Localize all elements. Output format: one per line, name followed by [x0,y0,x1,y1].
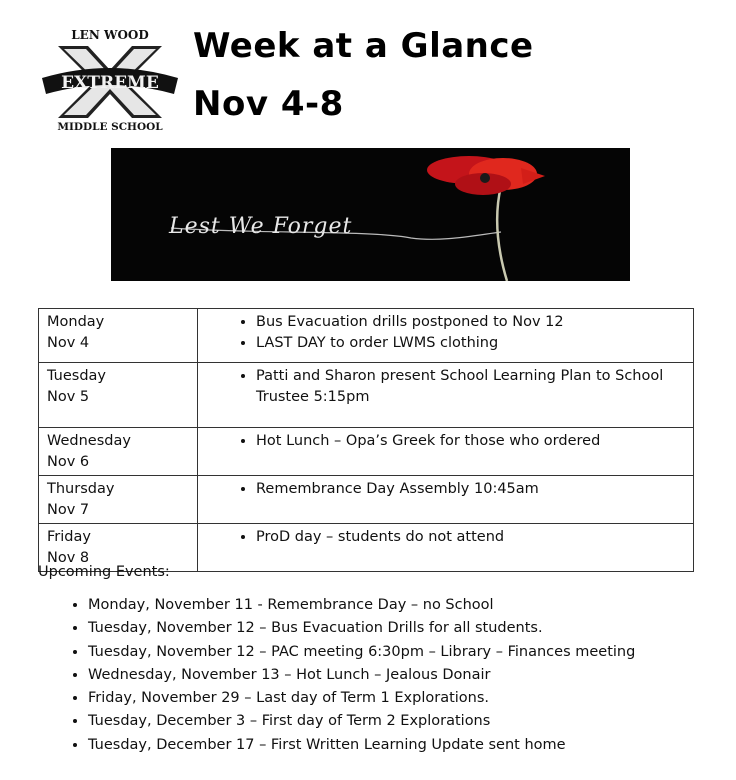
date-range: Nov 4-8 [193,84,344,124]
upcoming-events-list [38,594,635,757]
list-item: • Tuesday, November 12 – PAC meeting 6:30pm – Library – Finances meeting [88,641,635,664]
events-cell [198,476,694,524]
list-item: • Friday, November 29 – Last day of Term 1 Explorations. [88,687,635,710]
list-item: • LAST DAY to order LWMS clothing [256,333,685,354]
logo-bottom-text: MIDDLE SCHOOL [57,121,163,132]
school-logo [40,28,180,132]
list-item: • Monday, November 11 - Remembrance Day – no School [88,594,635,617]
day-cell: Thursday Nov 7 [39,476,198,524]
list-item: • Patti and Sharon present School Learning Plan to School Trustee 5:15pm [256,366,685,408]
remembrance-banner [111,148,630,281]
page-title: Week at a Glance [193,26,534,66]
list-item: • Tuesday, December 3 – First day of Term 2 Explorations [88,710,635,733]
events-cell [198,524,694,572]
upcoming-events-label: Upcoming Events: [38,564,170,580]
table-row [39,309,694,363]
banner-text: Lest We Forget [169,214,353,239]
list-item: • Tuesday, November 12 – Bus Evacuation Drills for all students. [88,617,635,640]
list-item: • Wednesday, November 13 – Hot Lunch – Jealous Donair [88,664,635,687]
events-cell [198,363,694,428]
table-row [39,428,694,476]
day-cell: Tuesday Nov 5 [39,363,198,428]
logo-main-text: EXTREME [61,73,159,93]
events-cell [198,428,694,476]
day-cell: Wednesday Nov 6 [39,428,198,476]
list-item: • Tuesday, December 17 – First Written Learning Update sent home [88,734,635,757]
day-cell: Friday Nov 8 [39,524,198,572]
day-cell: Monday Nov 4 [39,309,198,363]
table-row [39,476,694,524]
list-item: • Bus Evacuation drills postponed to Nov 12 [256,312,685,333]
week-schedule-table [38,308,694,572]
list-item: • Remembrance Day Assembly 10:45am [256,479,685,500]
table-row [39,363,694,428]
list-item: • ProD day – students do not attend [256,527,685,548]
logo-top-text: LEN WOOD [71,28,149,42]
events-cell [198,309,694,363]
list-item: • Hot Lunch – Opa’s Greek for those who ordered [256,431,685,452]
